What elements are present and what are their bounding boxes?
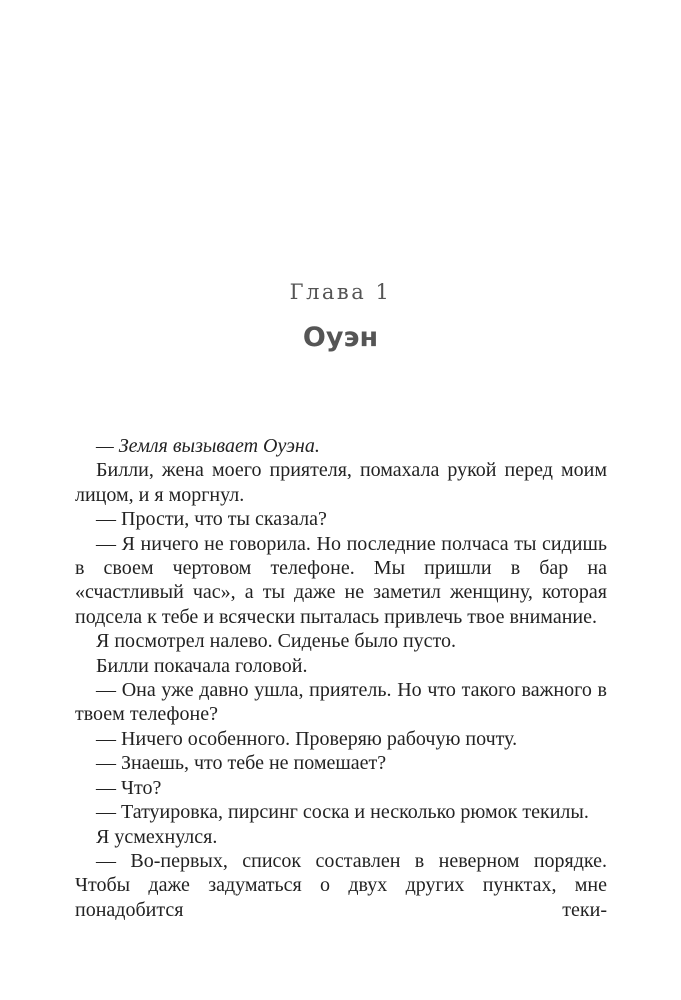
paragraph: Билли, жена моего приятеля, помахала рукой перед моим лицом, и я моргнул. — [75, 459, 607, 506]
paragraph: — Знаешь, что тебе не помешает? — [96, 752, 387, 775]
paragraph: — Прости, что ты сказала? — [96, 508, 327, 531]
chapter-body — [75, 434, 607, 922]
paragraph: Я посмотрел налево. Сиденье было пусто. — [96, 630, 457, 653]
paragraph: — Во-первых, список составлен в неверном порядке. Чтобы даже задуматься о двух других пунктах, мне понадобится теки- — [75, 849, 607, 921]
paragraph: — Ничего особенного. Проверяю рабочую почту. — [96, 727, 518, 750]
paragraph: Я усмехнулся. — [96, 825, 218, 848]
paragraph: — Татуировка, пирсинг соска и несколько рюмок текилы. — [96, 801, 589, 824]
paragraph: — Что? — [96, 776, 162, 799]
paragraph: — Она уже давно ушла, приятель. Но что такого важного в твоем телефоне? — [75, 679, 607, 726]
chapter-number: Глава 1 — [289, 280, 392, 304]
chapter-title: Оуэн — [302, 322, 379, 353]
paragraph: — Я ничего не говорила. Но последние полчаса ты сидишь в своем чертовом телефоне. Мы пришли в бар на «счастливый час», а ты даже не заметил женщину, которая подсела к тебе и всячески пыталась привлечь твое внимание. — [75, 532, 607, 628]
paragraph: Билли покачала головой. — [96, 654, 308, 677]
paragraph: — Земля вызывает Оуэна. — [96, 435, 320, 457]
